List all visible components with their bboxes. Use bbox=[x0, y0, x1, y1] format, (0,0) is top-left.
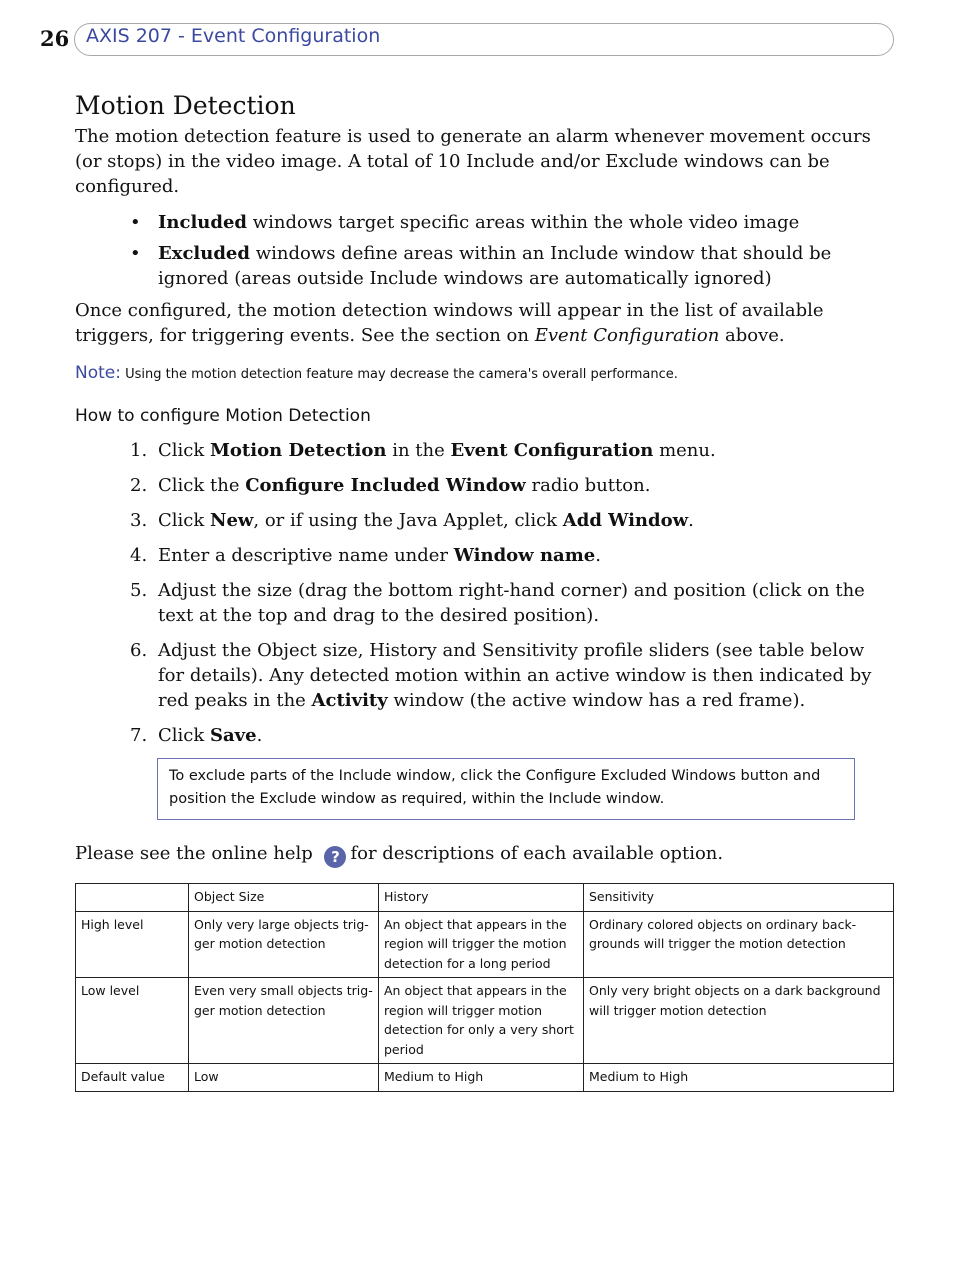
table-cell: Ordinary colored objects on ordinary back-grounds will trigger the motion detection bbox=[584, 911, 894, 978]
bullet-icon: • bbox=[130, 243, 141, 264]
step-ui-term: New bbox=[210, 510, 254, 531]
step-item bbox=[75, 473, 890, 498]
tip-text: To exclude parts of the Include window, click the bbox=[169, 768, 526, 784]
table-header-cell: Sensitivity bbox=[584, 884, 894, 912]
note bbox=[75, 363, 890, 385]
step-ui-term: Motion Detection bbox=[210, 440, 387, 461]
step-item bbox=[75, 578, 890, 628]
intro-paragraph: The motion detection feature is used to generate an alarm whenever movement occurs (or stops) in the video image. A total of 10 Include and/or Exclude windows can be configured. bbox=[75, 126, 871, 197]
window-types-list bbox=[75, 210, 890, 291]
page-number: 26 bbox=[40, 26, 70, 51]
step-number: 5. bbox=[130, 580, 148, 601]
step-item bbox=[75, 723, 890, 748]
bullet-term: Excluded bbox=[158, 243, 250, 264]
table-cell: Medium to High bbox=[584, 1064, 894, 1092]
step-ui-term: Save bbox=[210, 725, 257, 746]
bullet-text: windows define areas within an Include window that should be ignored (areas outside Include windows are automatically ignored) bbox=[158, 243, 832, 289]
step-text: Click bbox=[158, 440, 210, 461]
step-text: . bbox=[688, 510, 694, 531]
table-header-cell: History bbox=[379, 884, 584, 912]
section-title: Motion Detection bbox=[75, 91, 296, 120]
cross-reference: Event Configuration bbox=[534, 325, 720, 346]
tip-box bbox=[157, 758, 855, 820]
step-ui-term: Configure Included Window bbox=[245, 475, 526, 496]
table-cell: High level bbox=[76, 911, 189, 978]
step-number: 7. bbox=[130, 725, 148, 746]
header-title: AXIS 207 - Event Configuration bbox=[86, 25, 381, 47]
step-item bbox=[75, 508, 890, 533]
note-label: Note: bbox=[75, 363, 121, 383]
step-text: Click bbox=[158, 510, 210, 531]
howto-title: How to configure Motion Detection bbox=[75, 406, 371, 426]
step-text: , or if using the Java Applet, click bbox=[253, 510, 563, 531]
step-text: Enter a descriptive name under bbox=[158, 545, 454, 566]
table-cell: Medium to High bbox=[379, 1064, 584, 1092]
help-text-end: for descriptions of each available option. bbox=[350, 843, 724, 864]
steps-list bbox=[75, 438, 890, 748]
table-cell: An object that appears in the region will trigger the motion detection for a long period bbox=[379, 911, 584, 978]
table-header-row bbox=[76, 884, 894, 912]
table-row bbox=[76, 978, 894, 1064]
step-item bbox=[75, 438, 890, 463]
list-item bbox=[75, 241, 890, 291]
step-number: 3. bbox=[130, 510, 148, 531]
table-cell: Low bbox=[189, 1064, 379, 1092]
step-item bbox=[75, 638, 890, 713]
bullet-text: windows target specific areas within the whole video image bbox=[247, 212, 800, 233]
step-ui-term: Window name bbox=[453, 545, 596, 566]
bullet-term: Included bbox=[158, 212, 248, 233]
table-cell: Low level bbox=[76, 978, 189, 1064]
help-line bbox=[75, 840, 890, 868]
tip-text-end: button and position the Exclude window as required, within the Include window. bbox=[169, 768, 821, 807]
step-ui-term: Activity bbox=[311, 690, 388, 711]
table-cell: Only very large objects trig-ger motion detection bbox=[189, 911, 379, 978]
help-text: Please see the online help bbox=[75, 843, 319, 864]
table-header-cell: Object Size bbox=[189, 884, 379, 912]
table-row bbox=[76, 911, 894, 978]
step-text: in the bbox=[386, 440, 451, 461]
step-text: . bbox=[595, 545, 601, 566]
step-number: 6. bbox=[130, 640, 148, 661]
options-table bbox=[75, 883, 894, 1092]
configured-paragraph bbox=[75, 298, 890, 348]
table-cell: An object that appears in the region will trigger motion detection for only a very short period bbox=[379, 978, 584, 1064]
step-ui-term: Add Window bbox=[562, 510, 689, 531]
note-text: Using the motion detection feature may decrease the camera's overall performance. bbox=[125, 367, 678, 382]
step-text: Adjust the Object size, History and Sensitivity profile sliders (see table below for details). Any detected motion within an active window is then indicated by red peaks in the bbox=[158, 640, 872, 711]
step-item bbox=[75, 543, 890, 568]
step-text: radio button. bbox=[525, 475, 651, 496]
step-text: Click bbox=[158, 725, 210, 746]
step-number: 2. bbox=[130, 475, 148, 496]
configured-text-end: above. bbox=[719, 325, 785, 346]
list-item bbox=[75, 210, 890, 235]
tip-button-reference: Configure Excluded Windows bbox=[525, 768, 736, 784]
help-question-icon[interactable]: ? bbox=[324, 846, 346, 868]
table-row bbox=[76, 1064, 894, 1092]
table-header-cell bbox=[76, 884, 189, 912]
step-text: menu. bbox=[653, 440, 716, 461]
table-cell: Default value bbox=[76, 1064, 189, 1092]
bullet-icon: • bbox=[130, 212, 141, 233]
configured-text: Once configured, the motion detection windows will appear in the list of available triggers, for triggering events. See the section on bbox=[75, 300, 824, 346]
step-text: window (the active window has a red frame). bbox=[387, 690, 806, 711]
step-text: Adjust the size (drag the bottom right-hand corner) and position (click on the text at the top and drag to the desired position). bbox=[158, 580, 865, 626]
step-text: . bbox=[256, 725, 263, 746]
step-ui-term: Event Configuration bbox=[450, 440, 654, 461]
table-cell: Even very small objects trig-ger motion detection bbox=[189, 978, 379, 1064]
table-cell: Only very bright objects on a dark background will trigger motion detection bbox=[584, 978, 894, 1064]
step-number: 4. bbox=[130, 545, 148, 566]
step-text: Click the bbox=[158, 475, 246, 496]
page-content bbox=[75, 88, 890, 1092]
step-number: 1. bbox=[130, 440, 148, 461]
